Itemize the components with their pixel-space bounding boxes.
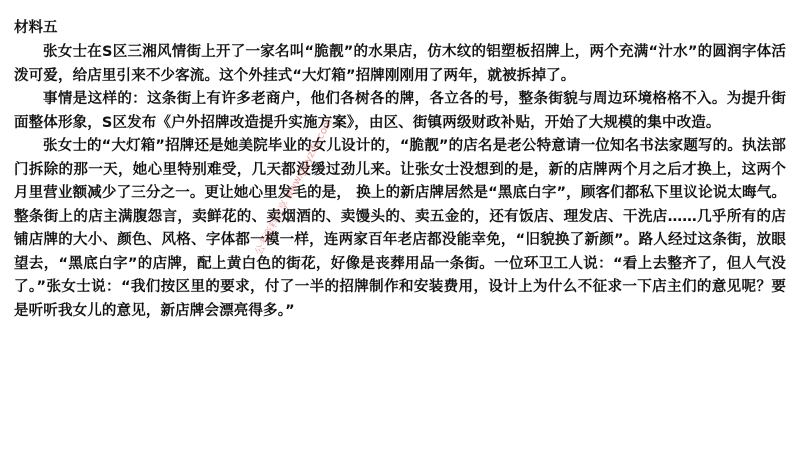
document-body — [14, 18, 786, 323]
watermark-stamp: 公考资料分享 www.gwyzlfx.com — [253, 117, 335, 258]
material-heading: 材料五 — [14, 20, 58, 36]
paragraph-2: 事情是这样的：这条街上有许多老商户，他们各树各的牌，各立各的号，整条街貌与周边环境格格不入。为提升街面整体形象，S区发布《户外招牌改造提升实施方案》，由区、街镇两级财政补贴，开始了大规模的集中改造。 — [14, 91, 786, 131]
paragraph-1: 张女士在S区三湘风情街上开了一家名叫“脆靓”的水果店，仿木纹的铝塑板招牌上，两个充满“汁水”的圆润字体活泼可爱，给店里引来不少客流。这个外挂式“大灯箱”招牌刚刚用了两年，就被拆掉了。 — [14, 44, 786, 84]
paragraph-3: 张女士的“大灯箱”招牌还是她美院毕业的女儿设计的，“脆靓”的店名是老公特意请一位知名书法家题写的。执法部门拆除的那一天，她心里特别难受，几天都没缓过劲儿来。让张女士没想到的是，新的店牌两个月之后才换上，这两个月里营业额减少了三分之一。更让她心里发毛的是， 换上的新店牌居然是“黑底白字”，顾客们都私下里议论说太晦气。整条街上的店主满腹怨言，卖鲜花的、卖烟酒的、卖馒头的、卖五金的，还有饭店、理发店、干洗店……几乎所有的店铺店牌的大小、颜色、风格、字体都一模一样，连两家百年老店都没能幸免，“旧貌换了新颜”。路人经过这条街，放眼望去，“黑底白字”的店牌，配上黄白色的街花，好像是丧葬用品一条街。一位环卫工人说：“看上去整齐了，但人气没了。”张女士说：“我们按区里的要求，付了一半的招牌制作和安装费用，设计上为什么不征求一下店主们的意见呢？要是听听我女儿的意见，新店牌会漂亮得多。” — [14, 138, 786, 319]
